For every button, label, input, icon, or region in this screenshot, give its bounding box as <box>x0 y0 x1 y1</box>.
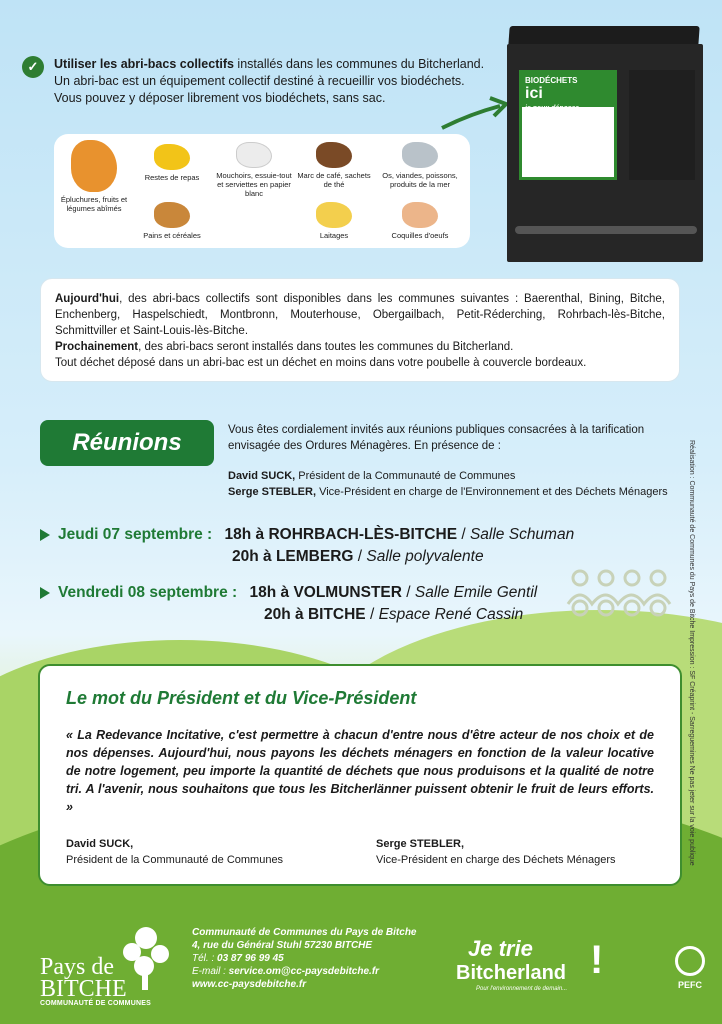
org-address: 4, rue du Général Stuhl 57230 BITCHE <box>192 940 373 951</box>
bin-poster <box>519 70 617 180</box>
je-trie-bitcherland-logo: Je trie Bitcherland ! Pour l'environnement de demain... <box>456 936 604 992</box>
meat-fish-icon <box>402 142 438 168</box>
eggshell-icon <box>402 202 438 228</box>
food-item: Os, viandes, poissons, produits de la mer <box>380 142 460 189</box>
message-quote: « La Redevance Incitative, c'est permettre à chacun d'entre nous d'être acteur de nos choix et de nos dépenses. Aujourd'hui, nous payons les déchets ménagers en fonction de la valeur locative de notre logement, peu importe la quantité de déchets que nous produisons et la qualité de notre tri. A l'avenir, nous souhaitons que tous les Bitcherlänner puissent obtenir le fruit de leurs efforts. » <box>66 728 654 814</box>
speaker-1: David SUCK, Président de la Communauté de Communes <box>228 470 516 482</box>
bin-slot <box>629 70 695 180</box>
contact-block <box>192 926 417 991</box>
footer <box>0 900 722 1024</box>
reunions-speakers <box>228 468 688 500</box>
message-title: Le mot du Président et du Vice-Président <box>66 688 417 708</box>
signature-2: Serge STEBLER, Vice-Président en charge des Déchets Ménagers <box>376 838 616 866</box>
info-box <box>40 278 680 382</box>
org-name: Communauté de Communes du Pays de Bitche <box>192 927 417 938</box>
pays-de-bitche-logo <box>40 920 180 1010</box>
president-message <box>38 664 682 886</box>
intro-section <box>22 56 492 107</box>
info-para-2: Prochainement, des abri-bacs seront installés dans toutes les communes du Bitcherland. <box>55 341 514 353</box>
bin-lid <box>508 26 699 46</box>
food-item: Épluchures, fruits et légumes abîmés <box>54 140 134 213</box>
food-item: Marc de café, sachets de thé <box>294 142 374 189</box>
phone: Tél. : 03 87 96 99 45 <box>192 953 284 964</box>
triangle-bullet-icon <box>40 529 50 541</box>
arrow-icon <box>440 96 510 132</box>
intro-line-3: Vous pouvez y déposer librement vos biodéchets, sans sac. <box>54 91 386 105</box>
intro-rest: installés dans les communes du Bitcherland. <box>233 57 485 71</box>
meeting-day-1-second: 20h à LEMBERG / Salle polyvalente <box>232 548 484 565</box>
accepted-waste-panel <box>54 134 470 248</box>
checkmark-icon: ✓ <box>22 56 44 78</box>
food-item: Mouchoirs, essuie-tout et serviettes en papier blanc <box>214 142 294 198</box>
cheese-icon <box>316 202 352 228</box>
tissue-icon <box>236 142 272 168</box>
website-link[interactable]: www.cc-paysdebitche.fr <box>192 979 307 990</box>
logo-line-2: BITCHE <box>40 976 127 1002</box>
bread-icon <box>154 202 190 228</box>
info-para-3: Tout déchet déposé dans un abri-bac est un déchet en moins dans votre poubelle à couvercle bordeaux. <box>55 357 587 369</box>
intro-line-2: Un abri-bac est un équipement collectif destiné à recueillir vos biodéchets. <box>54 74 465 88</box>
reunions-heading: Réunions <box>40 420 214 466</box>
poster-big: ici <box>525 85 543 102</box>
food-item: Restes de repas <box>132 144 212 182</box>
speaker-2: Serge STEBLER, Vice-Président en charge de l'Environnement et des Déchets Ménagers <box>228 486 668 498</box>
pefc-logo: PEFC <box>670 946 710 996</box>
intro-line-1 <box>54 56 492 73</box>
peelings-icon <box>71 140 117 192</box>
bin-handle <box>515 226 697 234</box>
poster-title: BIODÉCHETS <box>525 76 578 85</box>
meeting-day-2-second: 20h à BITCHE / Espace René Cassin <box>264 606 524 623</box>
people-group-icon <box>560 568 680 632</box>
print-credits: Réalisation : Communauté de Communes du Pays de Bitche Impression : SF Créaprint - Sarreguemines Ne pas jeter sur la voie publique <box>688 440 695 866</box>
coffee-icon <box>316 142 352 168</box>
reunions-intro: Vous êtes cordialement invités aux réunions publiques consacrées à la tarification envisagée des Ordures Ménagères. En présence de : <box>228 424 645 452</box>
signature-1: David SUCK, Président de la Communauté de Communes <box>66 838 284 866</box>
meeting-day-2: Vendredi 08 septembre : 18h à VOLMUNSTER / Salle Emile Gentil <box>40 584 537 602</box>
poster-sub: je peux déposer <box>525 105 579 112</box>
leftovers-icon <box>154 144 190 170</box>
intro-bold: Utiliser les abri-bacs collectifs <box>54 57 234 71</box>
meeting-day-1: Jeudi 07 septembre : 18h à ROHRBACH-LÈS-BITCHE / Salle Schuman <box>40 526 574 544</box>
abri-bac-image <box>505 26 705 262</box>
food-item: Coquilles d'oeufs <box>380 202 460 240</box>
logo-line-1: Pays de <box>40 954 114 980</box>
logo-subtitle: COMMUNAUTÉ DE COMMUNES <box>40 1000 151 1007</box>
pefc-icon <box>675 946 705 976</box>
email[interactable]: E-mail : service.om@cc-paysdebitche.fr <box>192 966 380 977</box>
food-item: Laitages <box>294 202 374 240</box>
info-para-1: Aujourd'hui, des abri-bacs collectifs sont disponibles dans les communes suivantes : Baerenthal, Bining, Bitche, Enchenberg, Haspelschiedt, Montbronn, Mouterhouse, Obergailbach, Petit-Réderching, Rohrbach-lès-Bitche, Schmittviller et Saint-Louis-lès-Bitche. <box>55 293 665 337</box>
food-item: Pains et céréales <box>132 202 212 240</box>
triangle-bullet-icon <box>40 587 50 599</box>
